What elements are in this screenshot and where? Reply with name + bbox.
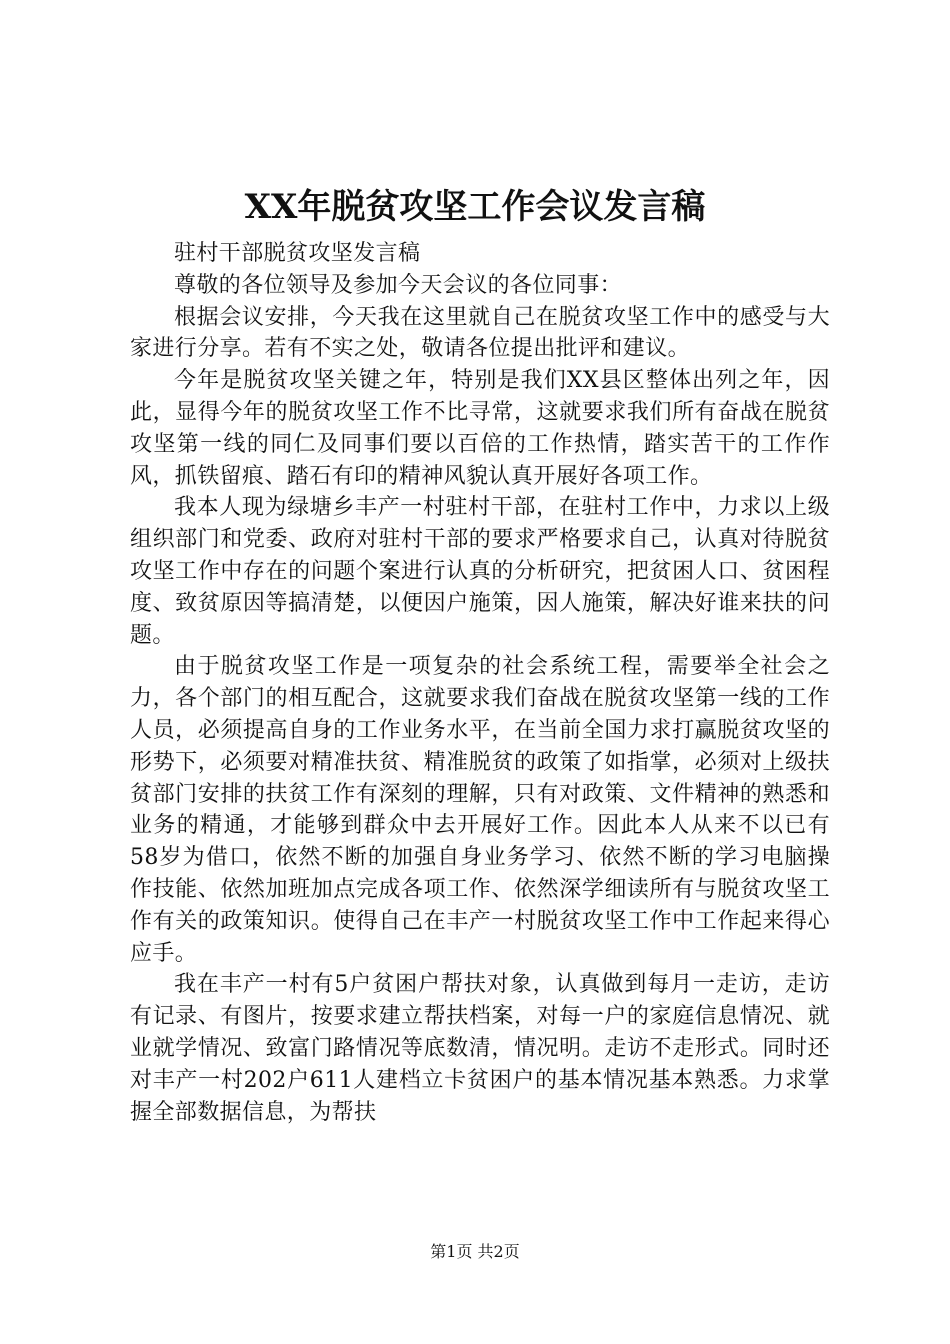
document-title: XX年脱贫攻坚工作会议发言稿 [244,187,706,227]
paragraph: 我在丰产一村有5户贫困户帮扶对象，认真做到每月一走访，走访有记录、有图片，按要求建立帮扶档案，对每一户的家庭信息情况、就业就学情况、致富门路情况等底数清，情况明。走访不走形式。同时还对丰产一村202户611人建档立卡贫困户的基本情况基本熟悉。力求掌握全部数据信息，为帮扶 [130,972,830,1125]
paragraph: 今年是脱贫攻坚关键之年，特别是我们XX县区整体出列之年，因此，显得今年的脱贫攻坚工作不比寻常，这就要求我们所有奋战在脱贫攻坚第一线的同仁及同事们要以百倍的工作热情，踏实苦干的工作作风，抓铁留痕、踏石有印的精神风貌认真开展好各项工作。 [130,368,830,489]
page-footer: 第1页 共2页 [430,1242,520,1261]
paragraph: 根据会议安排，今天我在这里就自己在脱贫攻坚工作中的感受与大家进行分享。若有不实之处，敬请各位提出批评和建议。 [130,304,830,362]
document-body [130,238,830,1128]
paragraph: 我本人现为绿塘乡丰产一村驻村干部，在驻村工作中，力求以上级组织部门和党委、政府对驻村干部的要求严格要求自己，认真对待脱贫攻坚工作中存在的问题个案进行认真的分析研究，把贫困人口、贫困程度、致贫原因等搞清楚，以便因户施策，因人施策，解决好谁来扶的问题。 [130,495,830,648]
paragraph-subtitle: 驻村干部脱贫攻坚发言稿 [174,241,421,266]
paragraph: 由于脱贫攻坚工作是一项复杂的社会系统工程，需要举全社会之力，各个部门的相互配合，这就要求我们奋战在脱贫攻坚第一线的工作人员，必须提高自身的工作业务水平，在当前全国力求打赢脱贫攻坚的形势下，必须要对精准扶贫、精准脱贫的政策了如指掌，必须对上级扶贫部门安排的扶贫工作有深刻的理解，只有对政策、文件精神的熟悉和业务的精通，才能够到群众中去开展好工作。因此本人从来不以已有58岁为借口，依然不断的加强自身业务学习、依然不断的学习电脑操作技能、依然加班加点完成各项工作、依然深学细读所有与脱贫攻坚工作有关的政策知识。使得自己在丰产一村脱贫攻坚工作中工作起来得心应手。 [130,654,830,966]
paragraph-salutation: 尊敬的各位领导及参加今天会议的各位同事： [174,272,623,298]
